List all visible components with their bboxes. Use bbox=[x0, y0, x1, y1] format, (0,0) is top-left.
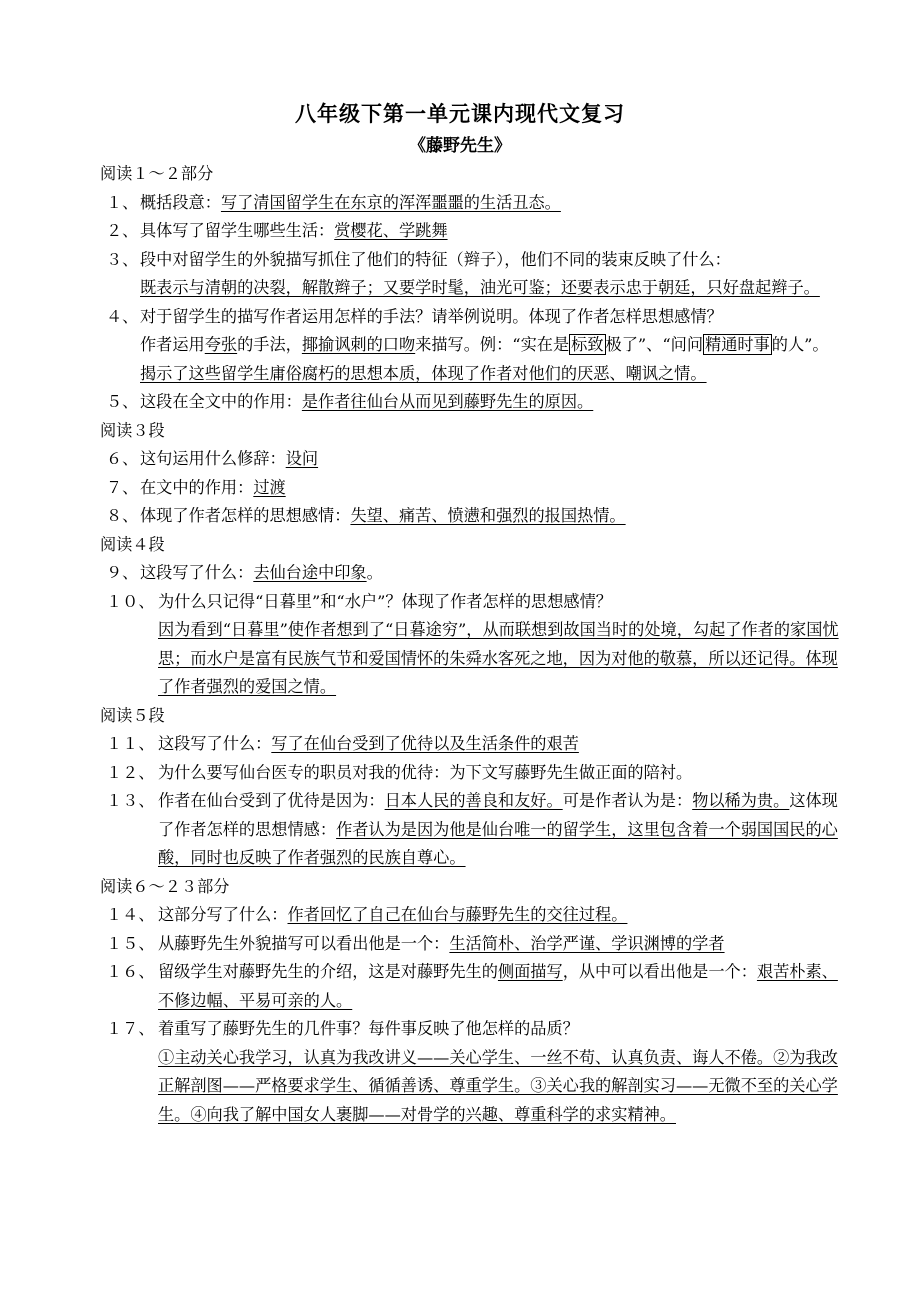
question-text: 为什么只记得“日暮里”和“水户”？体现了作者怎样的思想感情？ bbox=[158, 591, 612, 611]
page-title: 八年级下第一单元课内现代文复习 bbox=[295, 102, 625, 126]
answer-text: 因为看到“日暮里”使作者想到了“日暮途穷”，从而联想到故国当时的处境，勾起了作者的家国忧思；而水户是富有民族气节和爱国情怀的朱舜水客死之地，因为对他的敬慕，所以还记得。体现了作者强烈的爱国之情。 bbox=[158, 620, 839, 696]
question-number: １６、 bbox=[106, 962, 155, 981]
question-number: １７、 bbox=[106, 1019, 155, 1038]
question-11 bbox=[100, 730, 840, 759]
question-7 bbox=[100, 474, 840, 503]
answer-text: 写了清国留学生在东京的浑浑噩噩的生活丑态。 bbox=[220, 192, 561, 212]
question-12 bbox=[100, 759, 840, 788]
question-text: 作者在仙台受到了优待是因为： bbox=[158, 791, 385, 810]
answer-part: 作者运用 bbox=[140, 335, 205, 354]
section-heading: 阅读１～２部分 bbox=[100, 164, 214, 183]
question-number: １１、 bbox=[106, 734, 155, 753]
answer-text: 物以稀为贵。 bbox=[692, 791, 790, 810]
question-text: 这部分写了什么： bbox=[158, 905, 288, 924]
boxed-word: 标致 bbox=[571, 335, 604, 354]
question-15 bbox=[100, 930, 840, 959]
answer-text: 既表示与清朝的决裂，解散辫子；又要学时髦，油光可鉴；还要表示忠于朝廷，只好盘起辫子。 bbox=[140, 278, 820, 297]
question-number: ２、 bbox=[106, 221, 139, 240]
question-text: 对于留学生的描写作者运用怎样的手法？请举例说明。体现了作者怎样思想感情？ bbox=[140, 306, 723, 326]
question-text: 这段写了什么： bbox=[140, 563, 254, 582]
answer-text: 写了在仙台受到了优待以及生活条件的艰苦 bbox=[271, 734, 579, 753]
answer-part: 来描写。例：“实在是 bbox=[415, 335, 570, 354]
answer-text: 过渡 bbox=[253, 477, 286, 497]
section-heading: 阅读５段 bbox=[100, 705, 165, 725]
answer-tail: 。 bbox=[366, 563, 383, 582]
question-3 bbox=[100, 246, 840, 303]
answer-text: ①主动关心我学习，认真为我改讲义——关心学生、一丝不苟、认真负责、诲人不倦。②为我改正解剖图——严格要求学生、循循善诱、尊重学生。③关心我的解剖实习——无微不至的关心学生。④向我了解中国女人裹脚——对骨学的兴趣、尊重科学的求实精神。 bbox=[158, 1047, 838, 1124]
answer-text: 日本人民的善良和友好。 bbox=[384, 791, 563, 810]
answer-text: 赏樱花、学跳舞 bbox=[334, 221, 448, 240]
question-text: 这段写了什么： bbox=[158, 734, 272, 753]
answer-highlight: 夸张 bbox=[204, 335, 238, 354]
question-9 bbox=[100, 559, 840, 588]
question-text: 具体写了留学生哪些生活： bbox=[140, 221, 335, 240]
question-text: 从藤野先生外貌描写可以看出他是一个： bbox=[158, 933, 450, 953]
question-10 bbox=[100, 588, 840, 702]
answer-text: 生活简朴、治学严谨、学识渊博的学者 bbox=[449, 933, 725, 953]
question-text: 这句运用什么修辞： bbox=[140, 449, 286, 468]
question-number: ８、 bbox=[106, 506, 139, 525]
question-number: ７、 bbox=[106, 477, 139, 497]
question-text: 这体现了作者怎样的思想情感： bbox=[158, 791, 838, 839]
question-text: 留级学生对藤野先生的介绍，这是对藤野先生的 bbox=[158, 962, 498, 981]
question-number: ６、 bbox=[106, 449, 139, 468]
question-number: ５、 bbox=[106, 392, 139, 411]
question-number: ３、 bbox=[106, 249, 139, 269]
answer-highlight: 揶揄讽刺的口吻 bbox=[301, 335, 416, 354]
answer-part: 极了”、“问问 bbox=[605, 335, 704, 354]
question-17 bbox=[100, 1015, 840, 1129]
answer-text: 侧面描写 bbox=[497, 962, 563, 981]
question-text: 在文中的作用： bbox=[140, 477, 254, 497]
page-subtitle: 《藤野先生》 bbox=[409, 136, 511, 156]
question-number: １２、 bbox=[106, 762, 155, 782]
question-text: 段中对留学生的外貌描写抓住了他们的特征（辫子），他们不同的装束反映了什么： bbox=[140, 249, 731, 269]
question-16 bbox=[100, 958, 840, 1015]
question-number: １４、 bbox=[106, 905, 155, 924]
answer-text: 艰苦朴素、不修边幅、平易可亲的人。 bbox=[158, 962, 838, 1010]
question-13 bbox=[100, 787, 840, 873]
answer-text: 设问 bbox=[285, 449, 319, 468]
question-text: 可是作者认为是： bbox=[562, 791, 693, 810]
answer-text: 作者回忆了自己在仙台与藤野先生的交往过程。 bbox=[287, 905, 628, 924]
question-4 bbox=[100, 303, 840, 389]
question-number: １５、 bbox=[106, 933, 155, 953]
answer-text: 去仙台途中印象 bbox=[253, 563, 367, 582]
question-8 bbox=[100, 502, 840, 531]
boxed-word: 精通时事 bbox=[705, 335, 770, 354]
question-2 bbox=[100, 217, 840, 246]
question-number: ４、 bbox=[106, 306, 139, 326]
question-number: １、 bbox=[106, 192, 139, 212]
answer-text: 揭示了这些留学生庸俗腐朽的思想本质，体现了作者对他们的厌恶、嘲讽之情。 bbox=[140, 363, 707, 383]
question-number: １０、 bbox=[106, 591, 155, 611]
section-heading: 阅读３段 bbox=[100, 420, 165, 440]
answer-part: 的人”。 bbox=[771, 335, 829, 354]
question-text: ，从中可以看出他是一个： bbox=[562, 962, 757, 981]
answer-text: 失望、痛苦、愤懑和强烈的报国热情。 bbox=[350, 506, 626, 525]
answer-text: 是作者往仙台从而见到藤野先生的原因。 bbox=[301, 392, 594, 411]
question-5 bbox=[100, 388, 840, 417]
question-text: 这段在全文中的作用： bbox=[140, 392, 302, 411]
question-text: 着重写了藤野先生的几件事？每件事反映了他怎样的品质？ bbox=[158, 1019, 579, 1038]
question-14 bbox=[100, 901, 840, 930]
question-text: 为什么要写仙台医专的职员对我的优待：为下文写藤野先生做正面的陪衬。 bbox=[158, 762, 693, 782]
document-body bbox=[100, 160, 840, 1129]
question-number: ９、 bbox=[106, 563, 139, 582]
answer-part: 的手法， bbox=[237, 335, 302, 354]
question-number: １３、 bbox=[106, 791, 155, 810]
question-6 bbox=[100, 445, 840, 474]
section-heading: 阅读６～２３部分 bbox=[100, 876, 230, 896]
question-text: 概括段意： bbox=[140, 192, 221, 212]
section-heading: 阅读４段 bbox=[100, 534, 165, 554]
answer-text: 作者认为是因为他是仙台唯一的留学生，这里包含着一个弱国国民的心酸，同时也反映了作者强烈的民族自尊心。 bbox=[158, 819, 838, 867]
question-1 bbox=[100, 189, 840, 218]
question-text: 体现了作者怎样的思想感情： bbox=[140, 506, 351, 525]
